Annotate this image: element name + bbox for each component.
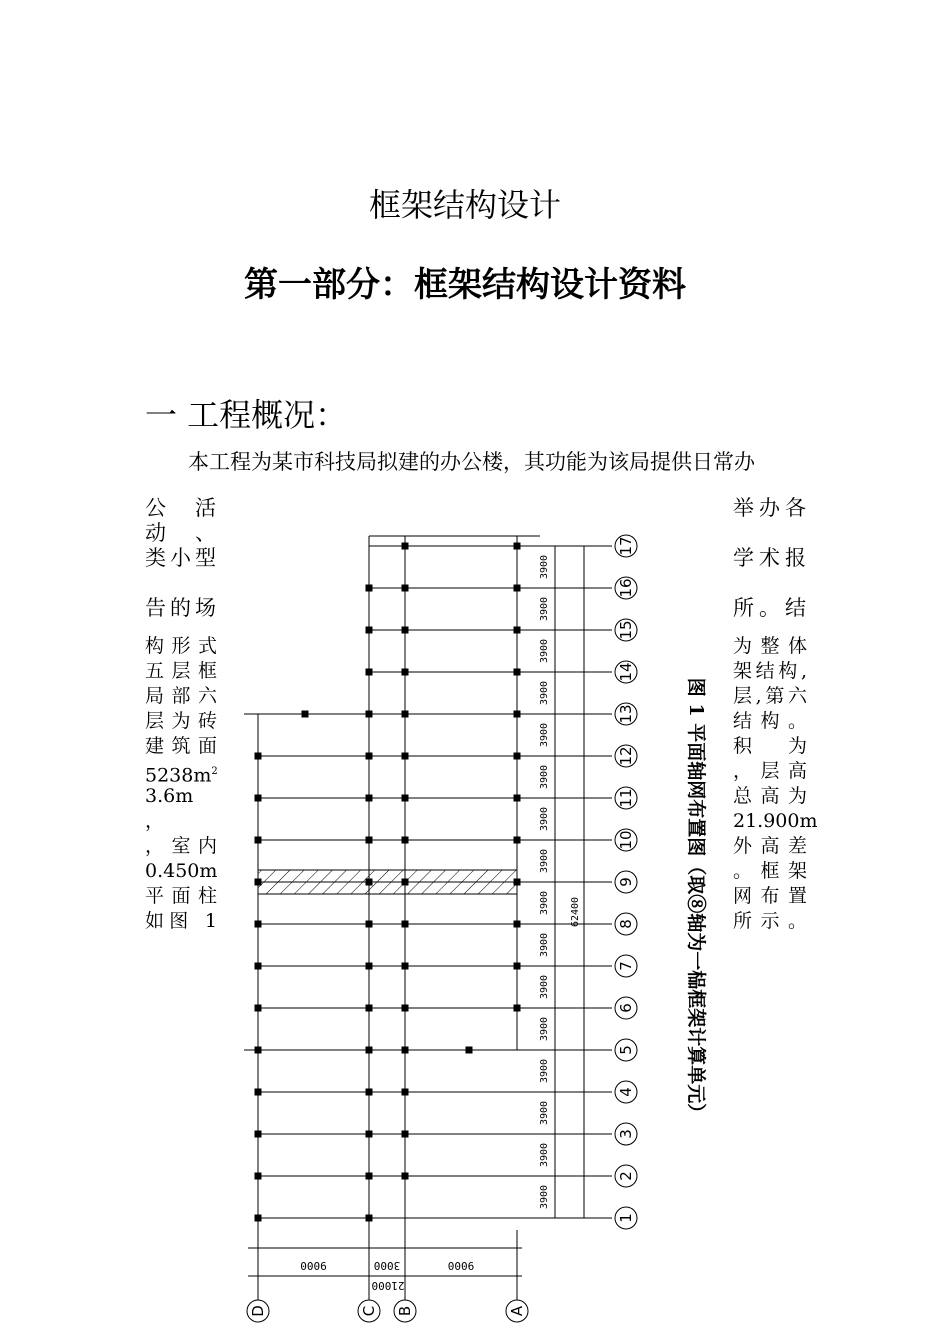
column-node <box>255 1215 262 1222</box>
right-col-line: 总高为 <box>733 785 807 807</box>
left-col-line: 层为砖 <box>145 710 217 732</box>
bay-dimension-label: 3900 <box>539 1016 550 1042</box>
right-col-line: 所。结 <box>733 596 807 620</box>
right-col-line: 举办各 <box>733 496 807 520</box>
right-col-line: 所示。 <box>733 910 807 932</box>
right-col-line: 结构。 <box>733 710 807 732</box>
row-axis-number: 6 <box>617 1003 635 1013</box>
document-title: 框架结构设计 <box>368 186 561 224</box>
column-node <box>514 837 521 844</box>
bay-dimension-label: 3900 <box>539 806 550 832</box>
column-node <box>514 711 521 718</box>
column-node <box>514 963 521 970</box>
column-node <box>402 921 409 928</box>
column-node <box>402 711 409 718</box>
left-col-line: 类小型 <box>145 546 217 570</box>
column-node <box>255 1173 262 1180</box>
column-node <box>366 711 373 718</box>
column-node <box>366 1047 373 1054</box>
bay-dimension-label: 3900 <box>539 1142 550 1168</box>
row-axis-number: 3 <box>617 1129 635 1139</box>
column-node <box>366 669 373 676</box>
left-col-line: 公活动、 <box>145 496 217 545</box>
column-node <box>514 585 521 592</box>
right-col-line: ，层高 <box>733 760 807 782</box>
bay-dimension-label: 3900 <box>539 1058 550 1084</box>
total-dimension-label: 62400 <box>570 896 581 928</box>
col-dimension-label: 3000 <box>373 1259 401 1272</box>
column-node <box>366 837 373 844</box>
row-axis-number: 9 <box>617 877 635 887</box>
row-axis-number: 12 <box>617 746 635 766</box>
column-node <box>402 795 409 802</box>
right-col-line: 积 为 <box>733 735 807 757</box>
column-node <box>366 627 373 634</box>
row-axis-number: 2 <box>617 1171 635 1181</box>
row-axis-number: 4 <box>617 1087 635 1097</box>
column-node <box>366 921 373 928</box>
col-axis-letter: A <box>508 1305 526 1317</box>
column-node <box>255 753 262 760</box>
column-node <box>255 1131 262 1138</box>
column-node <box>255 1005 262 1012</box>
column-node <box>366 879 373 886</box>
column-node <box>255 921 262 928</box>
column-node <box>402 879 409 886</box>
left-col-line: ，室内 <box>145 835 217 857</box>
column-node <box>402 585 409 592</box>
left-col-line: 建筑面 <box>145 735 217 757</box>
row-axis-number: 11 <box>617 788 635 808</box>
column-node <box>366 963 373 970</box>
bay-dimension-label: 3900 <box>539 722 550 748</box>
column-node <box>514 921 521 928</box>
column-node <box>255 1047 262 1054</box>
row-axis-number: 1 <box>617 1213 635 1223</box>
column-node <box>514 627 521 634</box>
left-col-line: 局部六 <box>145 685 217 707</box>
right-col-line: 为整体 <box>733 635 807 657</box>
column-node <box>514 1005 521 1012</box>
bay-dimension-label: 3900 <box>539 596 550 622</box>
col-axis-letter: B <box>396 1305 414 1317</box>
right-col-line: 网布置 <box>733 885 807 907</box>
row-axis-number: 15 <box>617 620 635 640</box>
right-col-line: 21.900m <box>733 810 818 832</box>
column-node <box>255 963 262 970</box>
bay-dimension-label: 3900 <box>539 680 550 706</box>
col-dimension-label: 9000 <box>300 1259 327 1272</box>
column-node <box>466 1047 473 1054</box>
left-col-line: $5238m^2$ <box>145 764 218 787</box>
row-axis-number: 16 <box>617 578 635 598</box>
left-col-line: 如图 1 <box>145 910 217 932</box>
column-node <box>402 1089 409 1096</box>
row-axis-number: 8 <box>617 919 635 929</box>
left-col-line: 告的场 <box>145 596 217 620</box>
column-node <box>255 1089 262 1096</box>
column-node <box>402 627 409 634</box>
left-col-line: 平面柱 <box>145 885 217 907</box>
right-col-line: 学术报 <box>733 546 807 570</box>
column-node <box>514 795 521 802</box>
bay-dimension-label: 3900 <box>539 848 550 874</box>
column-node <box>402 963 409 970</box>
column-node <box>302 711 309 718</box>
column-node <box>255 837 262 844</box>
row-axis-number: 5 <box>617 1045 635 1055</box>
right-col-line: 架结构, <box>733 660 807 682</box>
column-node <box>366 1005 373 1012</box>
left-col-line: 0.450m <box>145 860 218 882</box>
figure-caption: 图 1 平面轴网布置图（取⑧轴为一榀框架计算单元） <box>685 677 707 1123</box>
column-node <box>514 543 521 550</box>
row-axis-number: 13 <box>617 704 635 724</box>
column-node <box>402 669 409 676</box>
bay-dimension-label: 3900 <box>539 554 550 580</box>
axis-grid-plan-figure <box>230 520 710 1340</box>
column-node <box>366 1215 373 1222</box>
column-node <box>366 795 373 802</box>
bay-dimension-label: 3900 <box>539 638 550 664</box>
col-total-label: 21000 <box>371 1279 405 1292</box>
left-col-line: 构形式 <box>145 635 217 657</box>
right-col-line: 外高差 <box>733 835 807 857</box>
column-node <box>366 1173 373 1180</box>
left-col-line: 3.6m ， <box>145 785 194 832</box>
row-axis-number: 14 <box>617 662 635 682</box>
column-node <box>402 543 409 550</box>
column-node <box>402 837 409 844</box>
intro-line: 本工程为某市科技局拟建的办公楼，其功能为该局提供日常办 <box>188 450 755 474</box>
column-node <box>514 879 521 886</box>
row-axis-number: 7 <box>617 961 635 971</box>
bay-dimension-label: 3900 <box>539 1100 550 1126</box>
section-heading: 一 工程概况： <box>145 396 348 434</box>
right-col-line: 。框架 <box>733 860 807 882</box>
column-node <box>514 669 521 676</box>
column-node <box>366 585 373 592</box>
col-axis-letter: D <box>249 1305 267 1317</box>
col-dimension-label: 9000 <box>447 1259 475 1272</box>
bay-dimension-label: 3900 <box>539 932 550 958</box>
bay-dimension-label: 3900 <box>539 974 550 1000</box>
column-node <box>255 795 262 802</box>
column-node <box>402 1173 409 1180</box>
column-node <box>402 1131 409 1138</box>
bay-dimension-label: 3900 <box>539 890 550 916</box>
column-node <box>366 1131 373 1138</box>
row-axis-number: 17 <box>617 536 635 556</box>
column-node <box>255 879 262 886</box>
row-axis-number: 10 <box>617 830 635 850</box>
document-subtitle: 第一部分：框架结构设计资料 <box>244 265 686 305</box>
column-node <box>366 1089 373 1096</box>
right-col-line: 层,第六 <box>733 685 807 707</box>
column-node <box>402 1047 409 1054</box>
col-axis-letter: C <box>360 1305 378 1317</box>
column-node <box>366 753 373 760</box>
column-node <box>514 753 521 760</box>
left-col-line: 五层框 <box>145 660 217 682</box>
bay-dimension-label: 3900 <box>539 1184 550 1210</box>
bay-dimension-label: 3900 <box>539 764 550 790</box>
column-node <box>402 1005 409 1012</box>
column-node <box>402 753 409 760</box>
